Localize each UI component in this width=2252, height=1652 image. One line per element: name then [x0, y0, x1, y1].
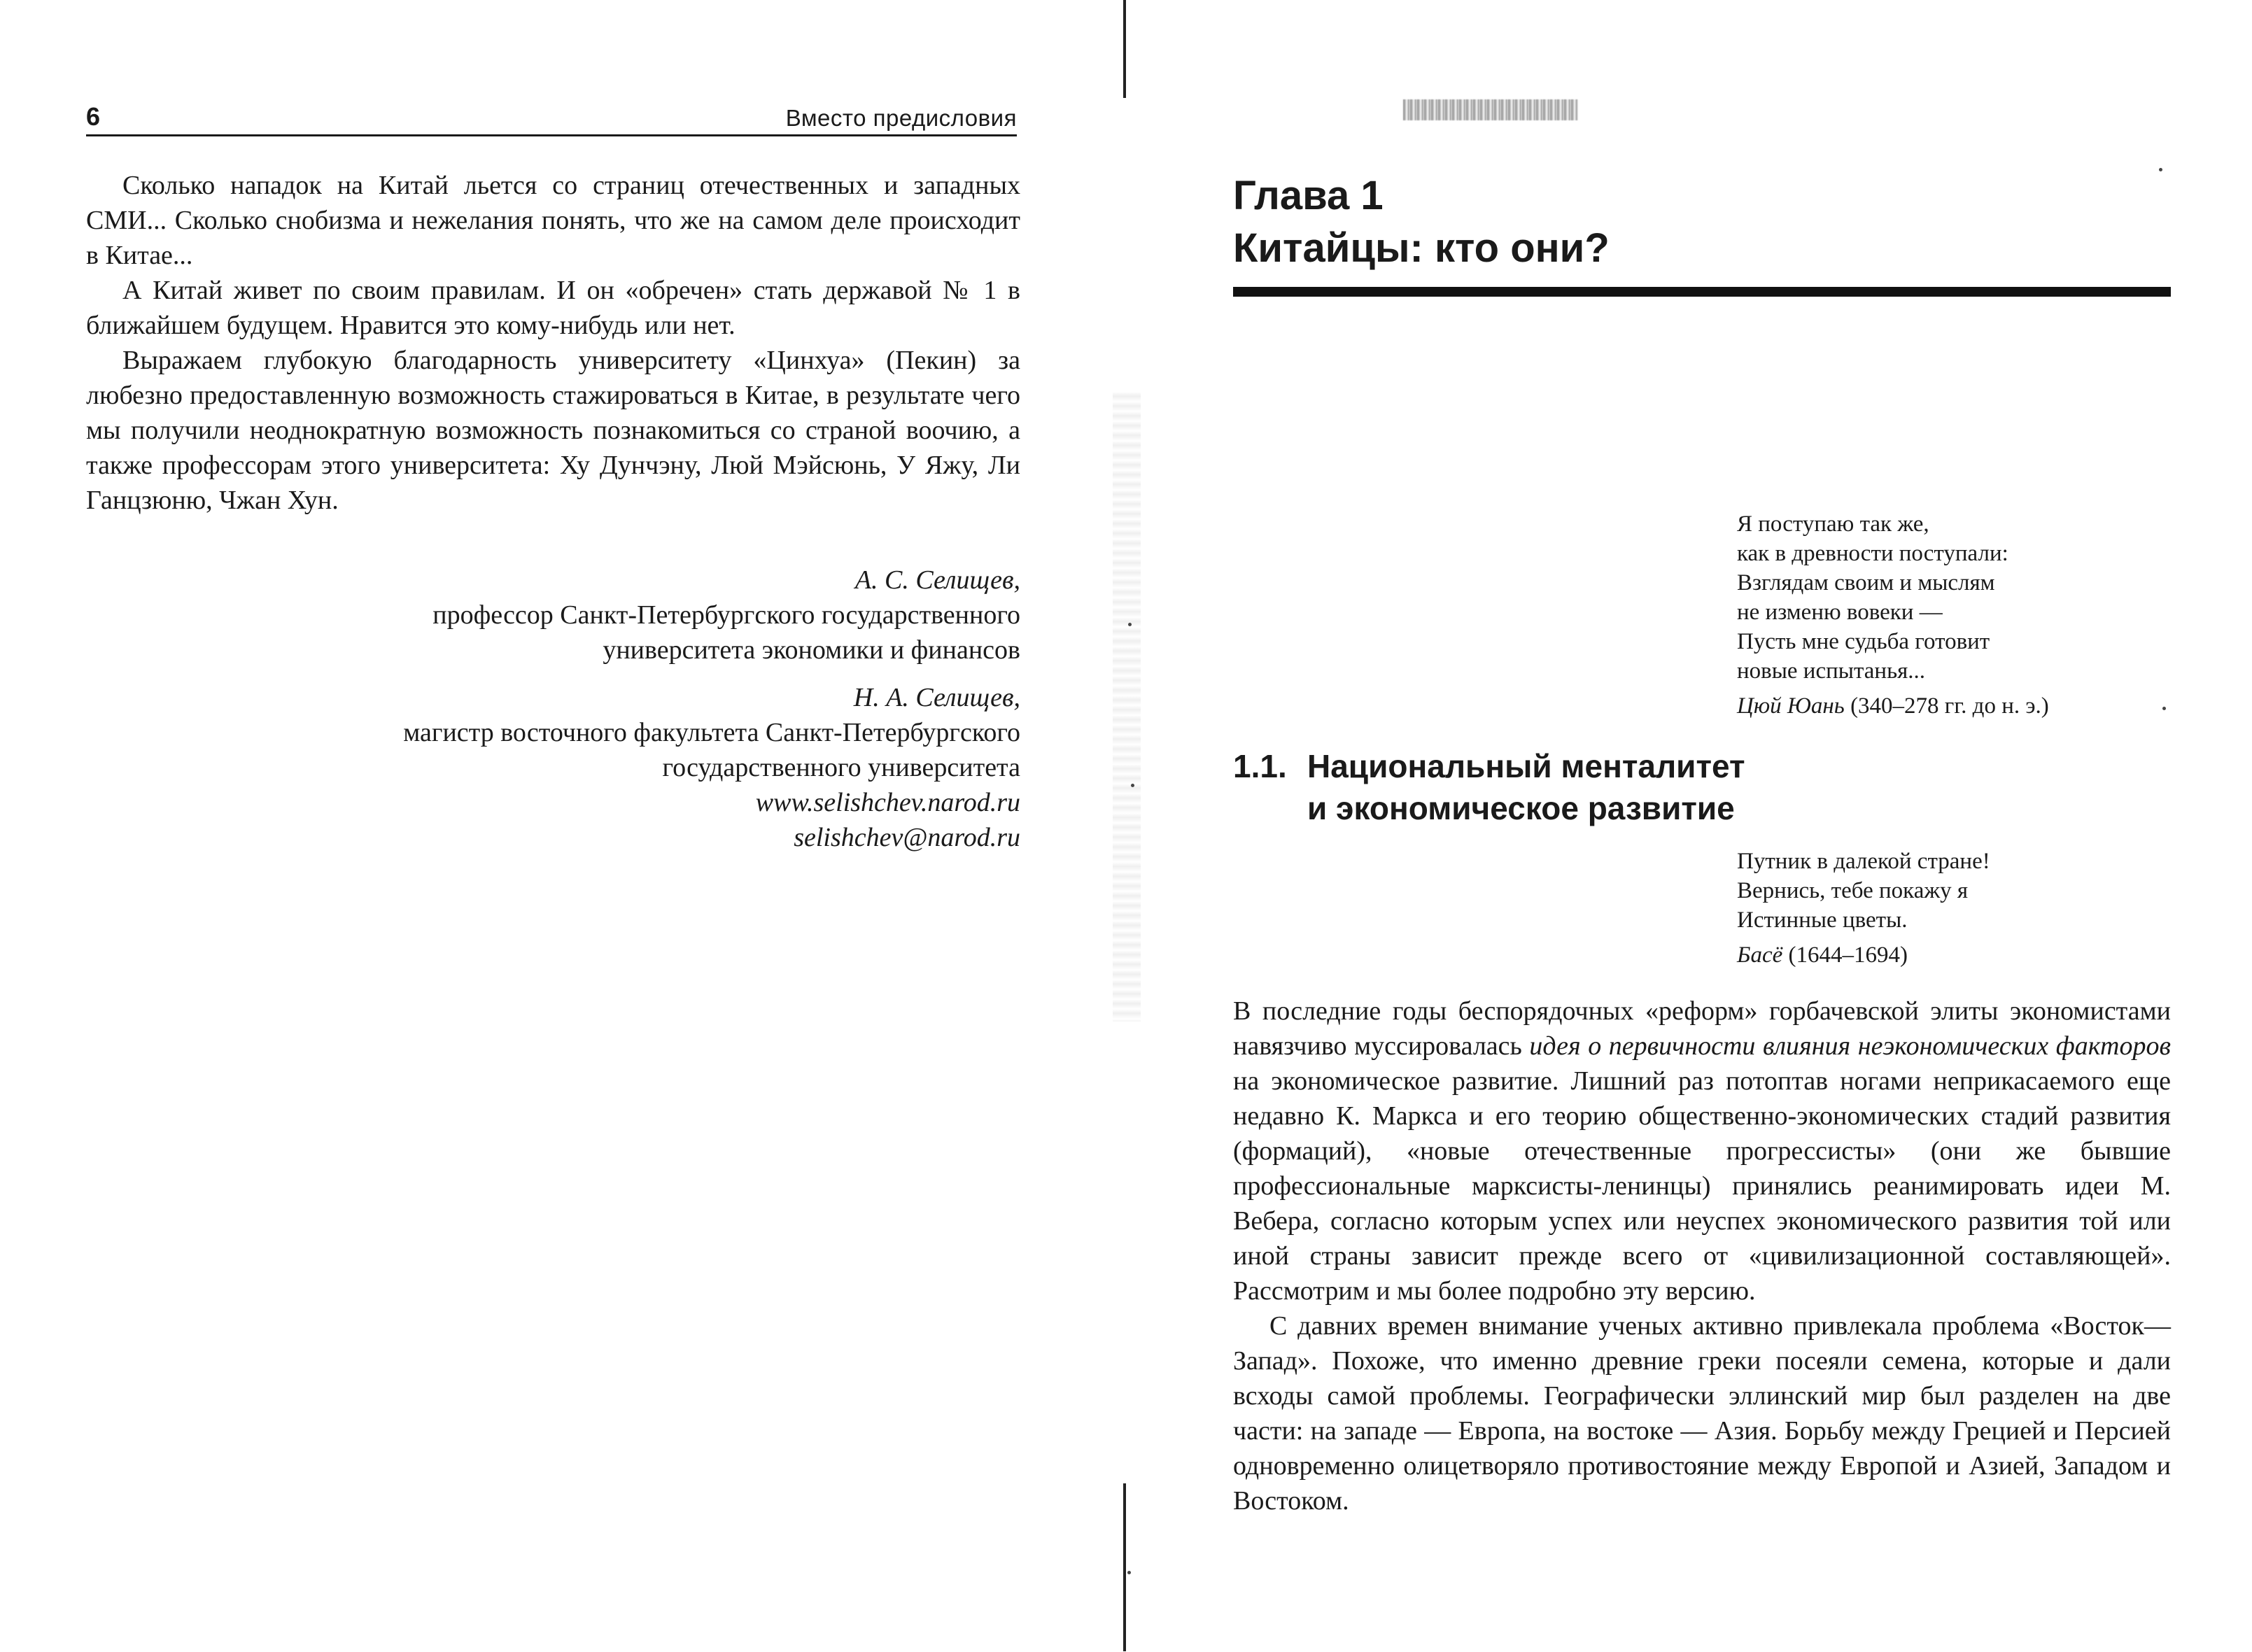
epigraph: [1737, 509, 2049, 721]
epigraph-line: Вернись, тебе покажу я: [1737, 878, 1969, 903]
paragraph: С давних времен внимание ученых активно привлекала проблема «Восток—Запад». Похоже, что именно древние греки посеяли семена, которые и дали всходы самой проблемы. Географически эллинский мир был разделен на две части: на западе — Европа, на востоке — Азия. Борьбу между Грецией и Персией одновременно олицетворяло противостояние между Европой и Азией, Западом и Востоком.: [1233, 1311, 2171, 1516]
author-signatures: [86, 563, 1020, 868]
paragraph: [1233, 994, 2171, 1308]
paragraph-text: В последние годы беспорядочных «реформ» горбачевской элиты экономистами навязчиво муссировалась: [1233, 996, 2171, 1061]
author-website: www.selishchev.narod.ru: [755, 788, 1020, 817]
paragraph: Выражаем глубокую благодарность университету «Цинхуа» (Пекин) за любезно предоставленную возможность стажироваться в Китае, в результате чего мы получили неоднократную возможность познакомиться со страной воочию, а также профессорам этого университета: Ху Дунчэну, Люй Мэйсюнь, У Яжу, Ли Ганцзюню, Чжан Хун.: [86, 346, 1020, 515]
scan-speck: [2162, 707, 2166, 710]
paragraph: А Китай живет по своим правилам. И он «обречен» стать державой № 1 в ближайшем будущем. Нравится это кому-нибудь или нет.: [86, 276, 1020, 340]
epigraph-line: как в древности поступали:: [1737, 541, 2008, 566]
signature-block: [86, 680, 1020, 855]
epigraph-line: Взглядам своим и мыслям: [1737, 570, 1995, 595]
header-scan-noise: [1403, 99, 1578, 120]
epigraph-author: Цюй Юань: [1737, 693, 1845, 719]
epigraph-dates: (1644–1694): [1788, 943, 1908, 968]
author-title-line: государственного университета: [662, 753, 1020, 782]
epigraph-attribution: [1737, 940, 1990, 970]
paragraph-text: на экономическое развитие. Лишний раз потоптав ногами неприкасаемого еще недавно К. Маркса и его теорию общественно-экономических стадий развития (формаций), «новые отечественные прогрессисты» (они же бывшие профессиональные марксисты-ленинцы) принялись реанимировать идеи М. Вебера, согласно которым успех или неуспех экономического развития той или иной страны зависит прежде всего от «цивилизационной составляющей». Рассмотрим и мы более подробно эту версию.: [1233, 1066, 2171, 1306]
epigraph-line: Я поступаю так же,: [1737, 511, 1929, 537]
author-email: selishchev@narod.ru: [794, 823, 1020, 852]
running-title: Вместо предисловия: [785, 105, 1017, 131]
scan-speck: [1128, 623, 1132, 626]
epigraph-line: Пусть мне судьба готовит: [1737, 629, 1990, 654]
epigraph: [1737, 847, 1990, 970]
emphasized-text: идея о первичности влияния неэкономических факторов: [1529, 1031, 2171, 1061]
scan-speck: [1127, 1571, 1131, 1574]
author-name: Н. А. Селищев,: [853, 683, 1020, 712]
chapter-title: Китайцы: кто они?: [1233, 225, 1610, 271]
epigraph-dates: (340–278 гг. до н. э.): [1850, 693, 2049, 719]
author-title-line: университета экономики и финансов: [603, 635, 1020, 665]
right-page-body: [1233, 994, 2171, 1518]
scan-speck: [2159, 168, 2162, 171]
epigraph-line: не изменю вовеки —: [1737, 600, 1943, 625]
author-name: А. С. Селищев,: [854, 565, 1020, 595]
scan-speck: [1131, 784, 1134, 787]
gutter-line: [1123, 0, 1126, 98]
epigraph-attribution: [1737, 691, 2049, 721]
epigraph-line: Путник в далекой стране!: [1737, 849, 1990, 874]
gutter-line: [1123, 1483, 1126, 1651]
chapter-rule: [1233, 287, 2171, 297]
author-title-line: магистр восточного факультета Санкт-Петербургского: [403, 718, 1020, 747]
section-title-line: Национальный менталитет: [1307, 748, 1745, 784]
left-running-head: [86, 99, 1017, 136]
section-title-line: и экономическое развитие: [1307, 790, 1735, 826]
chapter-label: Глава 1: [1233, 173, 1384, 218]
epigraph-author: Басё: [1737, 943, 1783, 968]
signature-block: [86, 563, 1020, 668]
paragraph: Сколько нападок на Китай льется со страниц отечественных и западных СМИ... Сколько снобизма и нежелания понять, что же на самом деле происходит в Китае...: [86, 171, 1020, 270]
page-number: 6: [86, 102, 101, 131]
section-number: 1.1.: [1233, 748, 1287, 784]
author-title-line: профессор Санкт-Петербургского государственного: [432, 600, 1020, 630]
gutter-shadow: [1113, 392, 1141, 1022]
epigraph-line: Истинные цветы.: [1737, 908, 1908, 933]
left-page-body: [86, 168, 1020, 518]
section-heading: [1233, 745, 1745, 829]
epigraph-line: новые испытанья...: [1737, 658, 1926, 684]
